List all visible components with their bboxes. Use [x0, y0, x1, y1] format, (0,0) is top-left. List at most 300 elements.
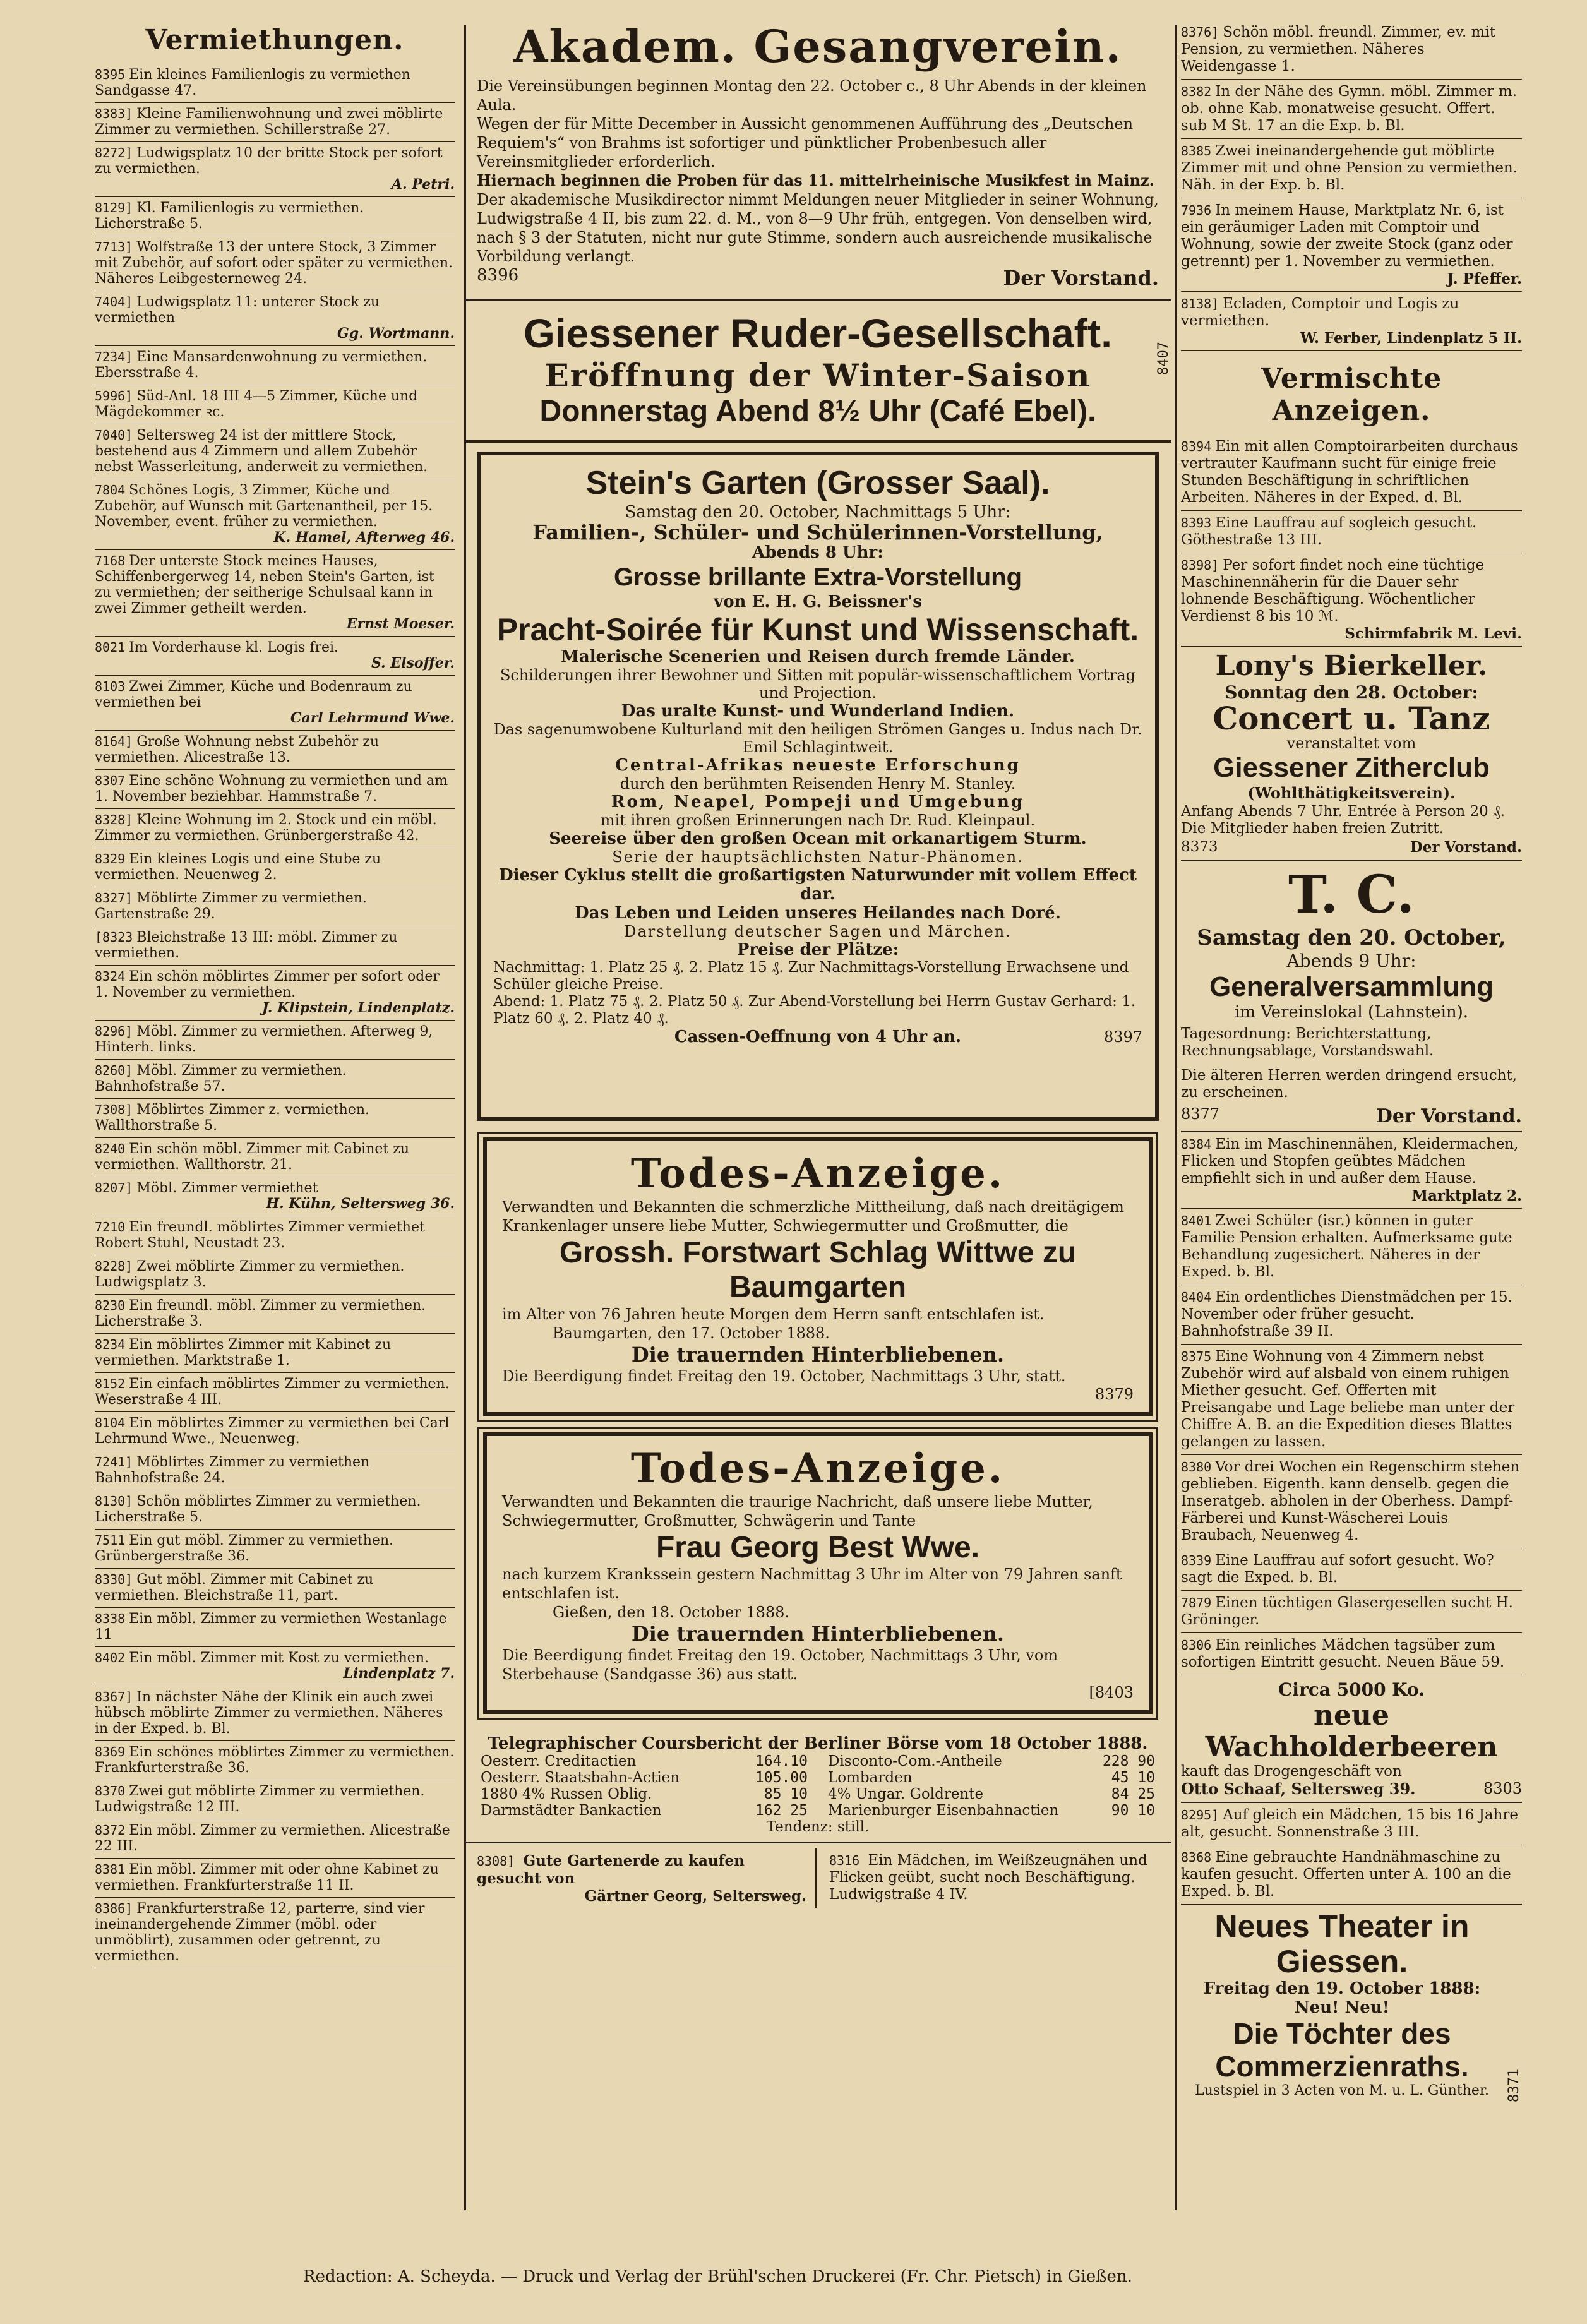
ad-text: Ein freundl. möbl. Zimmer zu vermiethen. Licherstraße 3.	[95, 1298, 426, 1329]
ad-text: In der Nähe des Gymn. möbl. Zimmer m. ob. ohne Kab. monatweise gesucht. Offert. sub M St. 17 an die Exp. b. Bl.	[1181, 83, 1518, 134]
rental-ad	[95, 236, 455, 291]
theater-neu: Neu! Neu!	[1294, 1998, 1390, 2017]
wachholder-number: 8303	[1483, 1780, 1522, 1797]
gesangverein-title: Akadem. Gesangverein.	[513, 20, 1122, 73]
ad-number: 8404	[1181, 1290, 1212, 1305]
ad-text: Zwei ineinandergehende gut möblirte Zimmer mit und ohne Pension zu vermiethen. Näh. in der Exp. b. Bl.	[1181, 143, 1518, 193]
ad-text: Wolfstraße 13 der untere Stock, 3 Zimmer mit Zubehör, auf sofort oder später zu vermiethen. Näheres Leibgesterneweg 24.	[95, 239, 453, 287]
theater-number: 8371	[1506, 2069, 1522, 2102]
gesangverein-signature: Der Vorstand.	[1003, 266, 1159, 290]
gesangverein-p2: Wegen der für Mitte December in Aussicht genommenen Aufführung des „Deutschen Requiem's“ von Brahms ist sofortiger und pünktlicher Probenbesuch aller Vereinsmitglieder erforderlich.	[477, 115, 1134, 171]
ad-text: Ludwigsplatz 10 der britte Stock per sofort zu vermiethen.	[95, 145, 443, 177]
ad-text: Ein schön möblirtes Zimmer per sofort oder 1. November zu vermiethen.	[95, 969, 440, 1000]
ad-number: 8339	[1181, 1553, 1212, 1568]
steins-garten-ad	[477, 452, 1159, 1121]
ad-signature: W. Ferber, Lindenplatz 5 II.	[1300, 330, 1522, 347]
ad-number: 8330]	[95, 1572, 133, 1587]
ad-text: Kleine Familienwohnung und zwei möblirte Zimmer zu vermiethen. Schillerstraße 27.	[95, 106, 443, 138]
theater-play: Die Töchter des Commerzienraths.	[1215, 2017, 1469, 2083]
tc-date: Samstag den 20. October,	[1197, 925, 1506, 950]
ad-number: 8398]	[1181, 558, 1219, 573]
tc-title: T. C.	[1288, 865, 1415, 925]
tc-place: im Vereinslokal (Lahnstein).	[1234, 1003, 1469, 1022]
rental-ad	[95, 424, 455, 479]
bourse-security: Oesterr. Staatsbahn-Actien	[481, 1770, 680, 1786]
rental-ad	[95, 637, 455, 676]
rental-ad	[95, 1334, 455, 1373]
rental-ad	[95, 1255, 455, 1295]
rental-ad	[95, 1780, 455, 1819]
lony-club-sub: (Wohlthätigkeitsverein).	[1247, 784, 1456, 802]
ad-number: 8021	[95, 640, 126, 655]
todes1-p3: Baumgarten, den 17. October 1888.	[553, 1324, 830, 1342]
steins-line-11: Central-Afrikas neueste Erforschung	[615, 756, 1021, 775]
ad-number: 8370	[95, 1783, 126, 1799]
right-top-ad	[1181, 80, 1522, 139]
ruder-ad	[464, 304, 1171, 438]
ad-number: 8234	[95, 1337, 126, 1352]
ad-text: Ecladen, Comptoir und Logis zu vermiethen.	[1181, 296, 1459, 329]
lony-by: veranstaltet vom	[1286, 734, 1416, 752]
wachholder-l4: Otto Schaaf, Seltersweg 39.	[1181, 1780, 1416, 1798]
steins-line-22: Abend: 1. Platz 75 ₰. 2. Platz 50 ₰. Zur Abend-Vorstellung bei Herrn Gustav Gerhard: 1. Platz 60 ₰. 2. Platz 40 ₰.	[493, 993, 1136, 1027]
tc-signature: Der Vorstand.	[1375, 1105, 1522, 1127]
ad-signature: H. Kühn, Seltersweg 36.	[266, 1195, 455, 1212]
ad-number: 7511	[95, 1533, 126, 1548]
ruder-title: Giessener Ruder-Gesellschaft.	[524, 311, 1112, 356]
bourse-value: 90 10	[1111, 1802, 1155, 1819]
rental-ad	[95, 479, 455, 550]
gartenerde-ad: 8308] Gute Gartenerde zu kaufen gesucht von Gärtner Georg, Seltersweg.	[477, 1848, 817, 1908]
bourse-value: 45 10	[1111, 1770, 1155, 1786]
theater-desc: Lustspiel in 3 Acten von M. u. L. Günther.	[1195, 2083, 1489, 2099]
rental-ad	[95, 1060, 455, 1099]
ad-text: Eine Mansardenwohnung zu vermiethen. Ebersstraße 4.	[95, 349, 428, 381]
ad-number: 8152	[95, 1376, 126, 1391]
bourse-security: Darmstädter Bankactien	[481, 1802, 662, 1819]
ad-number: 8381	[95, 1862, 126, 1877]
rental-ad	[95, 809, 455, 848]
todes2-signature: Die trauernden Hinterbliebenen.	[631, 1622, 1005, 1646]
steins-line-9: Das uralte Kunst- und Wunderland Indien.	[621, 702, 1015, 721]
right-ads-3	[1181, 1803, 1522, 1905]
rental-ad	[95, 1819, 455, 1859]
ad-text: Ein möblirtes Zimmer mit Kabinet zu vermiethen. Marktstraße 1.	[95, 1337, 392, 1369]
ruder-number: 8407	[1156, 342, 1171, 375]
ad-number: 8395	[95, 67, 126, 82]
ad-number: 8329	[95, 851, 126, 866]
ad-number: 8393	[1181, 515, 1212, 530]
ad-number: 8324	[95, 969, 126, 984]
rental-ad	[95, 676, 455, 731]
bourse-value: 105.00	[755, 1770, 808, 1786]
ad-text: Möblirte Zimmer zu vermiethen. Gartenstraße 29.	[95, 890, 367, 922]
rental-ad	[95, 1373, 455, 1412]
ad-number: 8295]	[1181, 1807, 1219, 1823]
todes2-p1: Verwandten und Bekannten die traurige Nachricht, daß unsere liebe Mutter, Schwiegermutter, Großmutter, Schwägerin und Tante	[502, 1493, 1093, 1530]
steins-line-16: Serie der hauptsächlichsten Natur-Phänomen.	[612, 848, 1024, 866]
misc-ad	[1181, 434, 1522, 511]
bourse-row	[477, 1786, 811, 1802]
steins-line-23: Cassen-Oeffnung von 4 Uhr an.	[674, 1027, 962, 1046]
ad-text: Eine schöne Wohnung zu vermiethen und am 1. November beziehbar. Hammstraße 7.	[95, 773, 448, 805]
ad-text: Ein möbl. Zimmer zu vermiethen Westanlage 11	[95, 1611, 447, 1643]
middle-column	[464, 20, 1171, 2218]
ad-number: 8228]	[95, 1259, 133, 1274]
steins-line-8: Schilderungen ihrer Bewohner und Sitten mit populär-wissenschaftlichem Vortrag und Projection.	[500, 666, 1135, 702]
bourse-security: Disconto-Com.-Antheile	[828, 1753, 1002, 1770]
ad-text: Per sofort findet noch eine tüchtige Maschinennäherin für die Dauer sehr lohnende Beschäftigung. Wöchentlicher Verdienst 8 bis 10 ℳ.	[1181, 557, 1485, 625]
ad-signature: Lindenplatz 7.	[343, 1665, 455, 1682]
bourse-row	[824, 1753, 1159, 1770]
right-top-ad	[1181, 292, 1522, 351]
ad-signature: Gg. Wortmann.	[337, 325, 455, 342]
ad-number: 7936	[1181, 203, 1212, 218]
ad-number: 8384	[1181, 1137, 1212, 1152]
bourse-table-left	[477, 1753, 811, 1819]
theater-ad	[1181, 1905, 1522, 2102]
footer-imprint: Redaction: A. Scheyda. — Druck und Verlag der Brühl'schen Druckerei (Fr. Chr. Pietsch) in Gießen.	[303, 2267, 1132, 2286]
bourse-security: Marienburger Eisenbahnactien	[828, 1802, 1059, 1819]
lony-club: Giessener Zitherclub	[1213, 752, 1490, 783]
todes1-number: 8379	[1094, 1386, 1134, 1403]
rental-ad	[95, 1530, 455, 1569]
bourse-security: 4% Ungar. Goldrente	[828, 1786, 984, 1802]
bourse-value: 84 25	[1111, 1786, 1155, 1802]
bourse-value: 162 25	[755, 1802, 808, 1819]
ad-signature: Carl Lehrmund Wwe.	[290, 710, 455, 726]
bourse-value: 164.10	[755, 1753, 808, 1770]
bourse-tendency: Tendenz: still.	[766, 1819, 870, 1835]
ad-text: Ein möblirtes Zimmer zu vermiethen bei Carl Lehrmund Wwe., Neuenweg.	[95, 1415, 450, 1447]
todes2-p3: Gießen, den 18. October 1888.	[553, 1603, 790, 1621]
rental-ad	[95, 1647, 455, 1686]
ruder-when: Donnerstag Abend 8½ Uhr (Café Ebel).	[539, 395, 1096, 428]
todes2-p4: Die Beerdigung findet Freitag den 19. October, Nachmittags 3 Uhr, vom Sterbehause (Sandgasse 36) aus statt.	[502, 1646, 1058, 1683]
right-column	[1181, 20, 1522, 2218]
ad-number: 8103	[95, 679, 126, 694]
todes-anzeige-2	[483, 1432, 1153, 1714]
ad-text: Vor drei Wochen ein Regenschirm stehen geblieben. Eigenth. kann denselb. gegen die Inseratgeb. abholen in der Oberhess. Dampf-Färberei und Kunst-Wäscherei Louis Braubach, Neuenweg 4.	[1181, 1459, 1520, 1543]
bourse-title: Telegraphischer Coursbericht der Berliner Börse vom 18 October 1888.	[488, 1734, 1148, 1753]
ad-number: 8138]	[1181, 296, 1219, 311]
bourse-security: Oesterr. Creditactien	[481, 1753, 637, 1770]
ad-text: Kl. Familienlogis zu vermiethen. Licherstraße 5.	[95, 200, 364, 232]
steins-line-15: Seereise über den großen Ocean mit orkanartigem Sturm.	[549, 829, 1087, 848]
rental-ad	[95, 1021, 455, 1060]
rental-ads-list	[95, 64, 455, 1968]
steins-line-19: Darstellung deutscher Sagen und Märchen.	[624, 923, 1012, 940]
bourse-row	[477, 1802, 811, 1819]
misc2-ad	[1181, 1209, 1522, 1285]
ad-number: 7308]	[95, 1102, 133, 1117]
ad-signature: K. Hamel, Afterweg 46.	[273, 529, 455, 546]
ad-text: In nächster Nähe der Klinik ein auch zwei hübsch möblirte Zimmer zu vermiethen. Näheres in der Exped. b. Bl.	[95, 1689, 443, 1737]
ad-text: Der unterste Stock meines Hauses, Schiffenbergerweg 14, neben Stein's Garten, ist zu vermiethen; der seitherige Schulsaal kann in zwei Zimmer getheilt werden.	[95, 553, 434, 616]
ad-text: Ein im Maschinennähen, Kleidermachen, Flicken und Stopfen geübtes Mädchen empfiehlt sich in und außer dem Hause.	[1181, 1136, 1519, 1187]
left-heading: Vermiethungen.	[145, 24, 404, 56]
ad-text: Ein möbl. Zimmer zu vermiethen. Alicestraße 22 III.	[95, 1823, 450, 1854]
ad-signature: Schirmfabrik M. Levi.	[1344, 625, 1522, 642]
rental-ad	[95, 1741, 455, 1780]
right-top-ad	[1181, 20, 1522, 80]
rental-ad	[95, 731, 455, 770]
todes1-signature: Die trauernden Hinterbliebenen.	[631, 1343, 1005, 1367]
ad-number: 8306	[1181, 1638, 1212, 1653]
todes1-title: Todes-Anzeige.	[630, 1150, 1005, 1197]
ad-number: 8260]	[95, 1063, 133, 1078]
ad-number: 8240	[95, 1141, 126, 1156]
ad-text: Einen tüchtigen Glasergesellen sucht H. Gröninger.	[1181, 1595, 1513, 1628]
rental-ad	[95, 926, 455, 966]
wachholder-l2: neue Wachholderbeeren	[1205, 1699, 1498, 1763]
ad-number: 8230	[95, 1298, 126, 1313]
misc-ad	[1181, 553, 1522, 647]
ad-number: 7713]	[95, 239, 133, 255]
misc3-ad	[1181, 1845, 1522, 1905]
tc-event: Generalversammlung	[1209, 971, 1494, 1002]
ad-number: 8401	[1181, 1213, 1212, 1228]
ad-text: Möbl. Zimmer zu vermiethen. Bahnhofstraße 57.	[95, 1063, 347, 1094]
todes1-p2: im Alter von 76 Jahren heute Morgen dem Herrn sanft entschlafen ist.	[502, 1305, 1045, 1323]
ad-number: 7040]	[95, 428, 133, 443]
rental-ad	[95, 1099, 455, 1138]
ad-signature: J. Pfeffer.	[1447, 270, 1522, 287]
ad-number: 7241]	[95, 1454, 133, 1470]
ad-number: 8296]	[95, 1024, 133, 1039]
ad-number: 8307	[95, 773, 126, 788]
misc2-ad	[1181, 1345, 1522, 1455]
ad-text: Süd-Anl. 18 III 4—5 Zimmer, Küche und Mägdekommer ꝛc.	[95, 388, 418, 420]
ad-text: Schön möblirtes Zimmer zu vermiethen. Licherstraße 5.	[95, 1494, 421, 1525]
ad-text: Zwei Zimmer, Küche und Bodenraum zu vermiethen bei	[95, 679, 412, 710]
ad-text: Zwei möblirte Zimmer zu vermiethen. Ludwigsplatz 3.	[95, 1259, 405, 1290]
ad-number: 8207]	[95, 1180, 133, 1195]
wachholder-ad	[1181, 1675, 1522, 1803]
ad-text: Ein möbl. Zimmer mit Kost zu vermiethen.	[129, 1650, 429, 1666]
rental-ad	[95, 103, 455, 142]
bourse-security: 1880 4% Russen Oblig.	[481, 1786, 652, 1802]
todes1-name: Grossh. Forstwart Schlag Wittwe zu Baumgarten	[559, 1236, 1077, 1304]
lony-signature: Der Vorstand.	[1410, 839, 1522, 856]
todes2-title: Todes-Anzeige.	[630, 1445, 1005, 1492]
ad-text: Ein schönes möblirtes Zimmer zu vermiethen. Frankfurterstraße 36.	[95, 1744, 455, 1776]
ad-text: Eine Lauffrau auf sofort gesucht. Wo? sagt die Exped. b. Bl.	[1181, 1552, 1494, 1586]
left-column	[95, 20, 455, 2218]
rental-ad	[95, 291, 455, 346]
steins-line-4: Grosse brillante Extra-Vorstellung	[613, 563, 1022, 591]
steins-number: 8397	[1103, 1028, 1143, 1046]
gesangverein-ad	[464, 20, 1171, 296]
lony-concert: Concert u. Tanz	[1213, 700, 1490, 737]
ad-number: 7234]	[95, 349, 133, 364]
ad-text: Möblirtes Zimmer zu vermiethen Bahnhofstraße 24.	[95, 1454, 370, 1486]
misc2-ad	[1181, 1548, 1522, 1591]
ad-text: Ein schön möbl. Zimmer mit Cabinet zu vermiethen. Wallthorstr. 21.	[95, 1141, 409, 1173]
ad-signature: S. Elsoffer.	[371, 655, 455, 671]
misc2-ad	[1181, 1285, 1522, 1345]
ad-text: Ein mit allen Comptoirarbeiten durchaus vertrauter Kaufmann sucht für einige freie Stunden Beschäftigung in schriftlichen Arbeiten. Näheres in der Exped. d. Bl.	[1181, 438, 1518, 506]
ad-text: Ein reinliches Mädchen tagsüber zum sofortigen Eintritt gesucht. Neuen Bäue 59.	[1181, 1637, 1505, 1670]
maedchen-ad: 8316 Ein Mädchen, im Weißzeugnähen und Flicken geübt, sucht noch Beschäftigung. Ludwigstraße 4 IV.	[829, 1852, 1147, 1903]
misc-ad	[1181, 511, 1522, 553]
misc2-ad	[1181, 1132, 1522, 1209]
gesangverein-p3: Hiernach beginnen die Proben für das 11. mittelrheinische Musikfest in Mainz.	[477, 171, 1154, 189]
wachholder-l1: Circa 5000 Ko.	[1278, 1679, 1425, 1700]
ad-text: Schön möbl. freundl. Zimmer, ev. mit Pension, zu vermiethen. Näheres Weidengasse 1.	[1181, 24, 1496, 75]
ad-number: 7804	[95, 482, 126, 498]
ad-text: Ein kleines Logis und eine Stube zu vermiethen. Neuenweg 2.	[95, 851, 381, 883]
ad-number: 8375	[1181, 1349, 1212, 1364]
ad-number: 8272]	[95, 145, 133, 160]
rental-ad	[95, 64, 455, 103]
rental-ad	[95, 1569, 455, 1608]
ad-number: 8380	[1181, 1459, 1212, 1475]
rental-ad	[95, 1295, 455, 1334]
rental-ad	[95, 1859, 455, 1898]
ad-text: Im Vorderhause kl. Logis frei.	[129, 640, 339, 656]
todes2-p2: nach kurzem Krankssein gestern Nachmittag 3 Uhr im Alter von 79 Jahren sanft entschlafen ist.	[502, 1566, 1122, 1602]
rental-ad	[95, 346, 455, 385]
ad-number: 8129]	[95, 200, 133, 215]
steins-line-13: Rom, Neapel, Pompeji und Umgebung	[611, 793, 1025, 812]
ad-text: Zwei Schüler (isr.) können in guter Familie Pension erhalten. Aufmerksame gute Behandlung zugesichert. Näheres in der Exped. b. Bl.	[1181, 1213, 1512, 1280]
ad-text: Auf gleich ein Mädchen, 15 bis 16 Jahre alt, gesucht. Sonnenstraße 3 III.	[1181, 1807, 1519, 1840]
ad-number: 8164]	[95, 734, 133, 749]
ad-number: 8130]	[95, 1494, 133, 1509]
bourse-value: 228 90	[1102, 1753, 1155, 1770]
steins-line-12: durch den berühmten Reisenden Henry M. Stanley.	[620, 775, 1016, 793]
rental-ad	[95, 385, 455, 424]
steins-line-2: Familien-, Schüler- und Schülerinnen-Vorstellung,	[532, 520, 1103, 544]
bourse-row	[477, 1753, 811, 1770]
bourse-row	[824, 1786, 1159, 1802]
ad-text: Eine gebrauchte Handnähmaschine zu kaufen gesucht. Offerten unter A. 100 an die Exped. b. Bl.	[1181, 1849, 1511, 1900]
steins-line-7: Malerische Scenerien und Reisen durch fremde Länder.	[561, 647, 1075, 666]
right-top-ads	[1181, 20, 1522, 351]
gesangverein-number: 8396	[477, 266, 519, 285]
bourse-table-right	[824, 1753, 1159, 1819]
misc2-ad	[1181, 1633, 1522, 1675]
theater-date: Freitag den 19. October 1888:	[1203, 1979, 1481, 1998]
bourse-row	[824, 1802, 1159, 1819]
ad-text: Ludwigsplatz 11: unterer Stock zu vermiethen	[95, 294, 380, 326]
rental-ad	[95, 1451, 455, 1490]
tc-agenda: Tagesordnung: Berichterstattung, Rechnungsablage, Vorstandswahl.	[1181, 1026, 1434, 1059]
tc-number: 8377	[1181, 1105, 1220, 1123]
steins-line-18: Das Leben und Leiden unseres Heilandes nach Doré.	[575, 904, 1061, 923]
column-rule-right	[1175, 25, 1177, 2210]
rental-ad	[95, 848, 455, 887]
ad-number: 8104	[95, 1415, 126, 1430]
ad-text: Große Wohnung nebst Zubehör zu vermiethen. Alicestraße 13.	[95, 734, 380, 765]
ad-number: 8368	[1181, 1850, 1212, 1865]
bourse-row	[824, 1770, 1159, 1786]
ad-number: 8376]	[1181, 25, 1219, 40]
steins-line-10: Das sagenumwobene Kulturland mit den heiligen Strömen Ganges u. Indus nach Dr. Emil Schlagintweit.	[493, 721, 1142, 756]
todes2-name: Frau Georg Best Wwe.	[656, 1531, 980, 1564]
ad-text: Frankfurterstraße 12, parterre, sind vier ineinandergehende Zimmer (möbl. oder unmöblirt), zusammen oder getrennt, zu vermiethen.	[95, 1901, 425, 1964]
ad-number: 8394	[1181, 439, 1212, 454]
rental-ad	[95, 142, 455, 197]
rental-ad	[95, 550, 455, 637]
todes1-p1: Verwandten und Bekannten die schmerzliche Mittheilung, daß nach dreitägigem Krankenlager unsere liebe Mutter, Schwiegermutter und Großmutter, die	[502, 1198, 1124, 1235]
ad-text: Möblirtes Zimmer z. vermiethen. Wallthorstraße 5.	[95, 1102, 370, 1134]
ad-number: 7879	[1181, 1595, 1212, 1610]
steins-line-17: Dieser Cyklus stellt die großartigsten Naturwunder mit vollem Effect dar.	[499, 866, 1137, 904]
ad-text: Eine Wohnung von 4 Zimmern nebst Zubehör wird auf alsbald von einem ruhigen Miether gesucht. Gef. Offerten mit Preisangabe und Lage beliebe man unter der Chiffre A. B. an die Expedition dieses Blattes gelangen zu lassen.	[1181, 1348, 1515, 1450]
gesangverein-p1: Die Vereinsübungen beginnen Montag den 22. October c., 8 Uhr Abends in der kleinen Aula.	[477, 77, 1147, 114]
ad-text: Möbl. Zimmer zu vermiethen. Afterweg 9, Hinterh. links.	[95, 1024, 433, 1055]
steins-line-5: von E. H. G. Beissner's	[714, 592, 922, 611]
ad-text: Ein gut möbl. Zimmer zu vermiethen. Grünbergerstraße 36.	[95, 1533, 394, 1564]
steins-line-1: Samstag den 20. October, Nachmittags 5 Uhr:	[625, 503, 1011, 522]
ad-number: 5996]	[95, 388, 133, 404]
ad-text: Ein einfach möblirtes Zimmer zu vermiethen. Weserstraße 4 III.	[95, 1376, 450, 1408]
ad-number: 7168	[95, 553, 126, 568]
rental-ad	[95, 1490, 455, 1530]
rental-ad	[95, 1138, 455, 1177]
theater-title: Neues Theater in Giessen.	[1214, 1908, 1470, 1979]
lony-text: Anfang Abends 7 Uhr. Entrée à Person 20 ₰. Die Mitglieder haben freien Zutritt.	[1181, 803, 1505, 837]
rental-ad	[95, 966, 455, 1021]
steins-line-20: Preise der Plätze:	[736, 940, 899, 959]
steins-line-3: Abends 8 Uhr:	[752, 543, 883, 562]
misc-ads-list	[1181, 434, 1522, 647]
ad-number: 8327]	[95, 890, 133, 906]
bourse-row	[477, 1770, 811, 1786]
ad-text: Seltersweg 24 ist der mittlere Stock, bestehend aus 4 Zimmern und allem Zubehör nebst Wasserleitung, anderweit zu vermiethen.	[95, 428, 428, 475]
rental-ad	[95, 887, 455, 926]
ad-text: Zwei gut möblirte Zimmer zu vermiethen. Ludwigstraße 12 III.	[95, 1783, 425, 1815]
todes-anzeige-1	[483, 1137, 1153, 1416]
lonys-bierkeller-ad	[1181, 647, 1522, 861]
ad-text: Ein kleines Familienlogis zu vermiethen Sandgasse 47.	[95, 67, 410, 99]
rental-ad	[95, 770, 455, 809]
lony-title: Lony's Bierkeller.	[1215, 650, 1488, 682]
ad-number: 8382	[1181, 84, 1212, 99]
ad-number: 7404]	[95, 294, 133, 309]
ad-signature: Marktplatz 2.	[1411, 1187, 1522, 1204]
ad-number: 8385	[1181, 143, 1212, 159]
ad-number: 8402	[95, 1650, 126, 1665]
rental-ad	[95, 1898, 455, 1968]
ad-text: Schönes Logis, 3 Zimmer, Küche und Zubehör, auf Wunsch mit Gartenantheil, per 15. November, event. früher zu vermiethen.	[95, 482, 433, 530]
ad-text: Kleine Wohnung im 2. Stock und ein möbl. Zimmer zu vermiethen. Grünbergerstraße 42.	[95, 812, 437, 844]
ad-number: 8372	[95, 1823, 126, 1838]
ad-signature: A. Petri.	[391, 176, 455, 193]
ad-text: Bleichstraße 13 III: möbl. Zimmer zu vermiethen.	[95, 930, 398, 961]
ruder-subtitle: Eröffnung der Winter-Saison	[544, 357, 1091, 394]
tc-time: Abends 9 Uhr:	[1286, 950, 1416, 971]
ad-number: 8328]	[95, 812, 133, 827]
ad-number: 8386]	[95, 1901, 133, 1916]
tc-note: Die älteren Herren werden dringend ersucht, zu erscheinen.	[1181, 1067, 1518, 1101]
rental-ad	[95, 1216, 455, 1255]
ad-text: Möbl. Zimmer vermiethet	[136, 1180, 318, 1196]
ad-number: [8323	[95, 930, 133, 945]
steins-line-6: Pracht-Soirée für Kunst und Wissenschaft.	[496, 612, 1139, 647]
gesangverein-p4: Der akademische Musikdirector nimmt Meldungen neuer Mitglieder in seiner Wohnung, Ludwigstraße 4 II, bis zum 22. d. M., von 8—9 Uhr früh, entgegen. Von denselben wird, nach § 3 der Statuten, nicht nur gute Stimme, sondern auch ausreichende musikalische Vorbildung verlangt.	[477, 191, 1159, 265]
misc2-ad	[1181, 1455, 1522, 1548]
ad-text: In meinem Hause, Marktplatz Nr. 6, ist ein geräumiger Laden mit Comptoir und Wohnung, sowie der zweite Stock (ganz oder getrennt) per 1. November zu vermiethen.	[1181, 202, 1513, 270]
ad-text: Gut möbl. Zimmer mit Cabinet zu vermiethen. Bleichstraße 11, part.	[95, 1572, 374, 1603]
lony-date: Sonntag den 28. October:	[1225, 682, 1478, 703]
ad-number: 8338	[95, 1611, 126, 1626]
bourse-value: 85 10	[764, 1786, 808, 1802]
todes1-p4: Die Beerdigung findet Freitag den 19. October, Nachmittags 3 Uhr, statt.	[502, 1367, 1066, 1385]
steins-title: Stein's Garten (Grosser Saal).	[585, 465, 1050, 501]
